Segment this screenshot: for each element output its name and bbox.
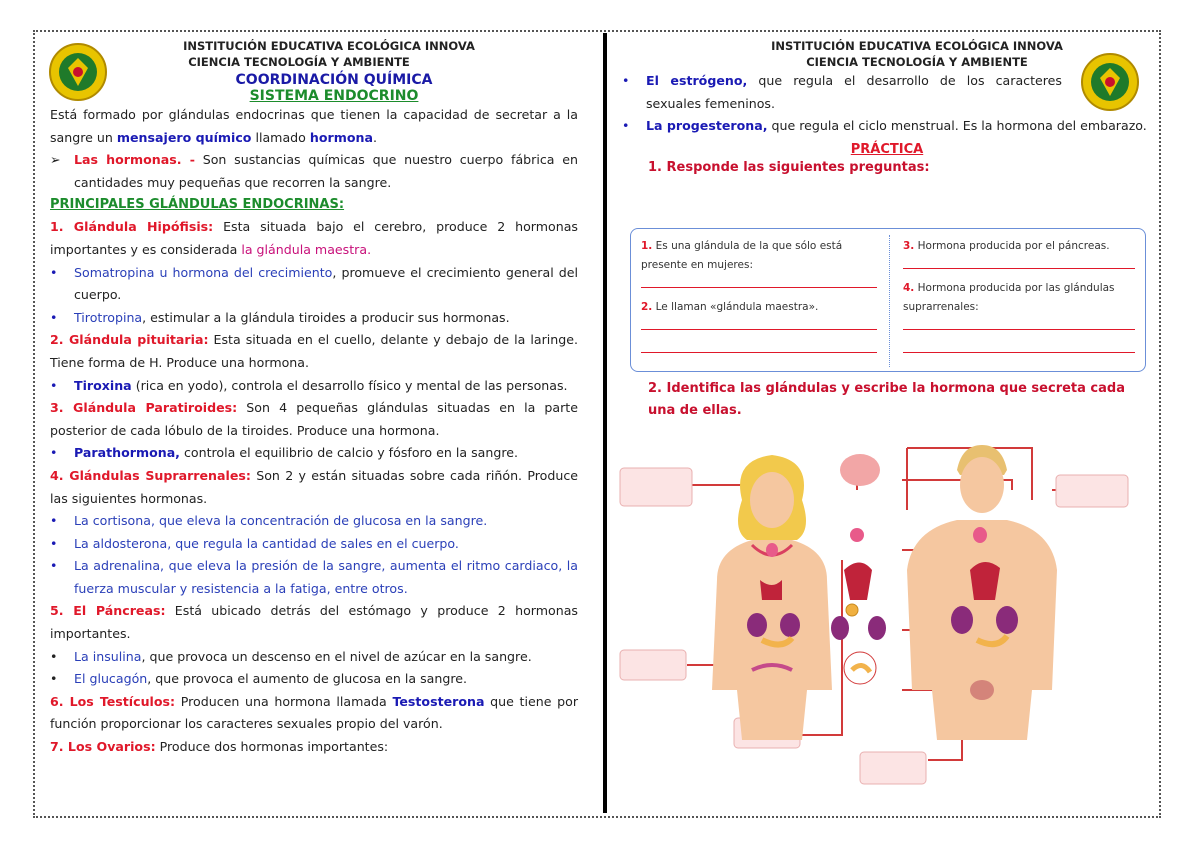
answer-line[interactable] — [641, 317, 877, 330]
right-page — [622, 38, 1152, 418]
page-subtitle: SISTEMA ENDOCRINO — [249, 88, 419, 104]
list-item: • La cortisona, que eleva la concentración de glucosa en la sangre. — [50, 513, 488, 529]
page-divider — [603, 33, 607, 813]
practica-heading: PRÁCTICA — [850, 141, 924, 157]
questions-column-left — [641, 237, 877, 363]
question-item: 3. Hormona producida por el páncreas. — [903, 240, 1110, 252]
answer-label-box[interactable] — [620, 650, 686, 680]
list-item: • Parathormona, controla el equilibrio de calcio y fósforo en la sangre. — [50, 445, 518, 461]
female-body-figure — [712, 455, 832, 740]
left-page — [50, 38, 578, 759]
list-item: • La aldosterona, que regula la cantidad de sales en el cuerpo. — [50, 535, 459, 551]
answer-line[interactable] — [903, 340, 1135, 353]
question-item: 2. Le llaman «glándula maestra». — [641, 301, 819, 313]
list-item: • La progesterona, que regula el ciclo menstrual. Es la hormona del embarazo. — [622, 118, 1147, 134]
male-body-figure — [907, 445, 1057, 740]
gland-3: 3. Glándula Paratiroides: Son 4 pequeñas glándulas situadas en la parte posterior de cada lóbulo de la tiroides. Produce una hormona. — [50, 400, 578, 438]
principales-heading: PRINCIPALES GLÁNDULAS ENDOCRINAS: — [50, 197, 345, 213]
gland-2: 2. Glándula pituitaria: Esta situada en el cuello, delante y debajo de la laringe. Tiene forma de H. Produce una hormona. — [50, 332, 578, 370]
answer-line[interactable] — [903, 317, 1135, 330]
gland-4: 4. Glándulas Suprarrenales: Son 2 y están situadas sobre cada riñón. Produce las siguientes hormonas. — [50, 467, 578, 506]
hormonas-item: ➢ Las hormonas. - Son sustancias químicas que nuestro cuerpo fábrica en cantidades muy pequeñas que recorren la sangre. — [50, 149, 578, 194]
gland-5: 5. El Páncreas: Está ubicado detrás del estómago y produce 2 hormonas importantes. — [50, 603, 578, 642]
answer-label-box[interactable] — [620, 468, 692, 506]
institution-header: INSTITUCIÓN EDUCATIVA ECOLÓGICA INNOVA — [771, 39, 1063, 53]
institution-header — [80, 38, 578, 54]
question-2-heading: 2. Identifica las glándulas y escribe la hormona que secreta cada una de ellas. — [648, 381, 1125, 418]
question-item: 4. Hormona producida por las glándulas suprarrenales: — [903, 282, 1115, 313]
endocrine-diagram — [612, 440, 1152, 800]
list-item: • La adrenalina, que eleva la presión de la sangre, aumenta el ritmo cardiaco, la fuerza muscular y resistencia a la fatiga, entre otros. — [50, 558, 578, 596]
list-item: • La insulina, que provoca un descenso en el nivel de azúcar en la sangre. — [50, 648, 532, 664]
gland-1: 1. Glándula Hipófisis: Esta situada bajo el cerebro, produce 2 hormonas importantes y es considerada la glándula maestra. — [50, 219, 578, 257]
answer-line[interactable] — [903, 256, 1135, 269]
answer-line[interactable] — [641, 275, 877, 288]
answer-label-box[interactable] — [860, 752, 926, 784]
answer-label-box[interactable] — [1056, 475, 1128, 507]
institution-name: INSTITUCIÓN EDUCATIVA ECOLÓGICA INNOVA — [183, 39, 475, 53]
questions-column-right — [903, 237, 1135, 363]
gland-6: 6. Los Testículos: Producen una hormona llamada Testosterona que tiene por función proporcionar los caracteres sexuales propio del varón. — [50, 693, 579, 732]
subject-header: CIENCIA TECNOLOGÍA Y AMBIENTE — [188, 55, 410, 69]
list-item: • Somatropina u hormona del crecimiento, promueve el crecimiento general del cuerpo. — [50, 264, 579, 303]
subject-header: CIENCIA TECNOLOGÍA Y AMBIENTE — [806, 55, 1028, 69]
page-title: COORDINACIÓN QUÍMICA — [235, 72, 433, 88]
gland-7: 7. Los Ovarios: Produce dos hormonas importantes: — [50, 739, 389, 755]
list-item: • Tiroxina (rica en yodo), controla el desarrollo físico y mental de las personas. — [50, 377, 568, 393]
list-item: • El estrógeno, que regula el desarrollo de los caracteres sexuales femeninos. — [622, 73, 1062, 111]
arrow-bullet-icon: ➢ — [50, 152, 61, 168]
question-1-heading: 1. Responde las siguientes preguntas: — [648, 159, 930, 175]
question-item: 1. Es una glándula de la que sólo está presente en mujeres: — [641, 240, 843, 271]
organ-icons — [831, 454, 886, 684]
list-item: • Tirotropina, estimular a la glándula tiroides a producir sus hormonas. — [50, 309, 510, 325]
questions-box — [630, 228, 1146, 372]
answer-line[interactable] — [641, 340, 877, 353]
intro-paragraph: Está formado por glándulas endocrinas que tienen la capacidad de secretar a la sangre un mensajero químico llamado hormona. — [50, 107, 578, 145]
list-item: • El glucagón, que provoca el aumento de glucosa en la sangre. — [50, 671, 467, 687]
